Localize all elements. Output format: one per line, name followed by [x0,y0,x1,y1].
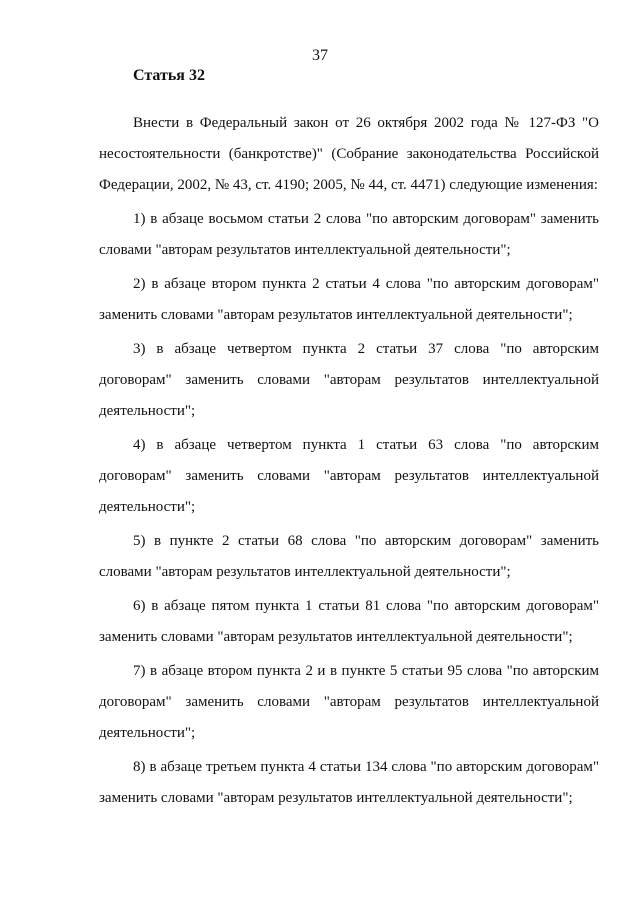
amendment-item-7: 7) в абзаце втором пункта 2 и в пункте 5 статьи 95 слова "по авторским договорам" заменить словами "авторам результатов интеллектуальной деятельности"; [99,663,599,741]
amendment-item-5: 5) в пункте 2 статьи 68 слова "по авторским договорам" заменить словами "авторам результатов интеллектуальной деятельности"; [99,533,599,580]
page-number: 37 [312,47,328,64]
article-title: Статья 32 [133,67,205,84]
article-body [99,108,599,814]
amendment-item-4: 4) в абзаце четвертом пункта 1 статьи 63 слова "по авторским договорам" заменить словами "авторам результатов интеллектуальной деятельности"; [99,437,599,515]
amendment-item-8: 8) в абзаце третьем пункта 4 статьи 134 слова "по авторским договорам" заменить словами "авторам результатов интеллектуальной деятельности"; [99,759,599,806]
amendment-item-3: 3) в абзаце четвертом пункта 2 статьи 37 слова "по авторским договорам" заменить словами "авторам результатов интеллектуальной деятельности"; [99,341,599,419]
amendment-item-1: 1) в абзаце восьмом статьи 2 слова "по авторским договорам" заменить словами "авторам результатов интеллектуальной деятельности"; [99,211,599,258]
intro-paragraph: Внести в Федеральный закон от 26 октября 2002 года № 127-ФЗ "О несостоятельности (банкротстве)" (Собрание законодательства Российской Федерации, 2002, № 43, ст. 4190; 2005, № 44, ст. 4471) следующие изменения: [99,115,599,193]
amendment-item-6: 6) в абзаце пятом пункта 1 статьи 81 слова "по авторским договорам" заменить словами "авторам результатов интеллектуальной деятельности"; [99,598,599,645]
amendment-item-2: 2) в абзаце втором пункта 2 статьи 4 слова "по авторским договорам" заменить словами "авторам результатов интеллектуальной деятельности"; [99,276,599,323]
